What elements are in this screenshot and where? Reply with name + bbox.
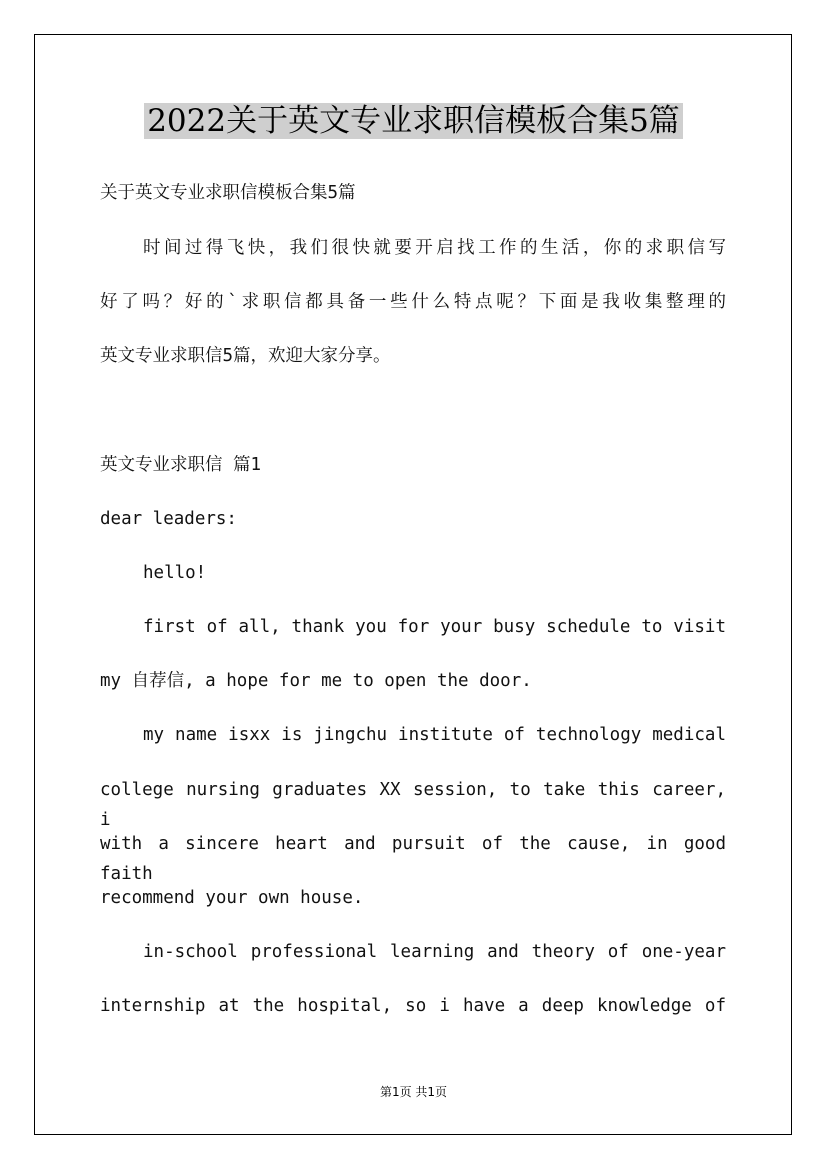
section-heading: 英文专业求职信 篇1 bbox=[100, 455, 262, 475]
page-number: 第1页 共1页 bbox=[379, 1085, 448, 1099]
paragraph1-line-1: first of all, thank you for your busy schedule to visit bbox=[143, 617, 726, 637]
paragraph2-line-2: college nursing graduates XX session, to take this career, i bbox=[100, 780, 726, 830]
document-title bbox=[0, 98, 827, 144]
paragraph2-line-4: recommend your own house. bbox=[100, 888, 364, 908]
salutation: dear leaders: bbox=[100, 509, 237, 529]
intro-line-3: 英文专业求职信5篇，欢迎大家分享。 bbox=[100, 346, 391, 366]
paragraph3-line-2: internship at the hospital, so i have a deep knowledge of bbox=[100, 996, 726, 1016]
greeting: hello! bbox=[143, 563, 207, 583]
intro-line-1: 时间过得飞快，我们很快就要开启找工作的生活，你的求职信写 bbox=[143, 238, 726, 258]
paragraph3-line-1: in-school professional learning and theory of one-year bbox=[143, 942, 726, 962]
paragraph2-line-3: with a sincere heart and pursuit of the cause, in good faith bbox=[100, 834, 726, 884]
paragraph2-line-1: my name isxx is jingchu institute of technology medical bbox=[143, 725, 726, 745]
document-title-text: 2022关于英文专业求职信模板合集5篇 bbox=[144, 103, 683, 139]
intro-line-2: 好了吗？好的`求职信都具备一些什么特点呢？下面是我收集整理的 bbox=[100, 292, 726, 312]
document-subtitle: 关于英文专业求职信模板合集5篇 bbox=[100, 183, 356, 203]
paragraph1-line-2: my 自荐信, a hope for me to open the door. bbox=[100, 671, 532, 691]
